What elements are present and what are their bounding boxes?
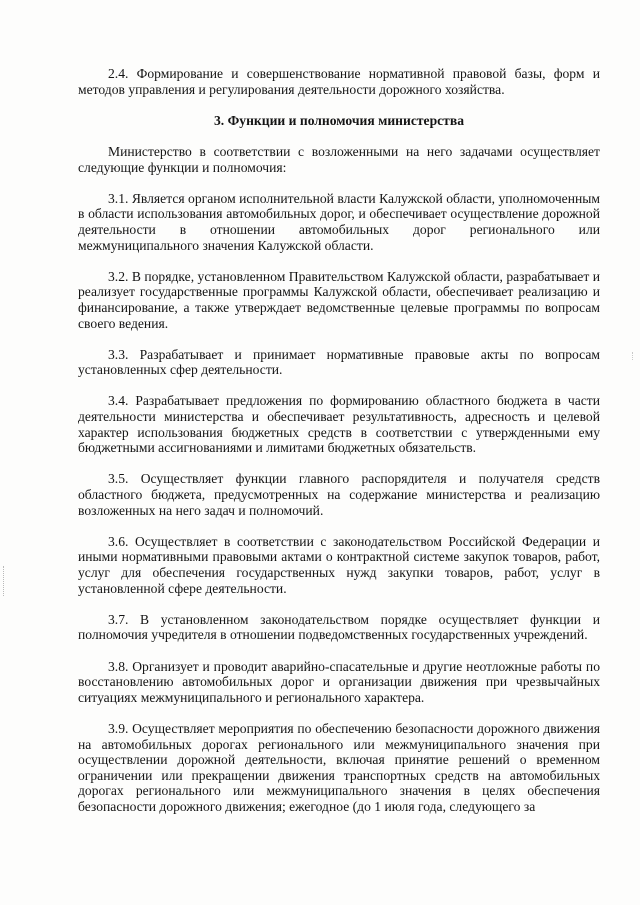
section-3-heading: 3. Функции и полномочия министерства xyxy=(214,112,464,128)
clause-3-3: 3.3. Разрабатывает и принимает нормативные правовые акты по вопросам установленных сфер деятельности. xyxy=(78,346,600,378)
clause-3-8: 3.8. Организует и проводит аварийно-спасательные и другие неотложные работы по восстановлению автомобильных дорог и организации движения при чрезвычайных ситуациях межмуниципального и регионального характера. xyxy=(78,658,600,705)
clause-3-7: 3.7. В установленном законодательством порядке осуществляет функции и полномочия учредителя в отношении подведомственных государственных учреждений. xyxy=(78,611,600,643)
clause-3-1: 3.1. Является органом исполнительной власти Калужской области, уполномоченным в области использования автомобильных дорог, и обеспечивает осуществление дорожной деятельности в отношении автомобильных дорог регионального или межмуниципального значения Калужской области. xyxy=(78,190,600,253)
clause-3-6: 3.6. Осуществляет в соответствии с законодательством Российской Федерации и иными нормативными правовыми актами о контрактной системе закупок товаров, работ, услуг для обеспечения государственных нужд закупки товаров, работ, услуг в установленной сфере деятельности. xyxy=(78,533,600,596)
clause-3-2: 3.2. В порядке, установленном Правительством Калужской области, разрабатывает и реализует государственные программы Калужской области, обеспечивает реализацию и финансирование, а также утверждает ведомственные целевые программы по вопросам своего ведения. xyxy=(78,268,600,331)
clause-3-9: 3.9. Осуществляет мероприятия по обеспечению безопасности дорожного движения на автомобильных дорогах регионального или межмуниципального значения при осуществлении дорожной деятельности, включая принятие решений о временном ограничении или прекращении движения транспортных средств на автомобильных дорогах регионального или межмуниципального значения в целях обеспечения безопасности дорожного движения; ежегодное (до 1 июля года, следующего за xyxy=(78,720,600,814)
scan-margin-mark xyxy=(632,352,634,360)
clause-3-4: 3.4. Разрабатывает предложения по формированию областного бюджета в части деятельности министерства и обеспечивает результативность, адресность и целевой характер использования бюджетных средств в соответствии с утвержденными ему бюджетными ассигнованиями и лимитами бюджетных обязательств. xyxy=(78,393,600,456)
clause-2-4: 2.4. Формирование и совершенствование нормативной правовой базы, форм и методов управления и регулирования деятельности дорожного хозяйства. xyxy=(78,66,600,97)
document-body xyxy=(78,66,600,830)
clause-3-5: 3.5. Осуществляет функции главного распорядителя и получателя средств областного бюджета, предусмотренных на содержание министерства и реализацию возложенных на него задач и полномочий. xyxy=(78,471,600,518)
scan-margin-mark xyxy=(3,566,5,596)
section-3-intro: Министерство в соответствии с возложенными на него задачами осуществляет следующие функции и полномочия: xyxy=(78,143,600,175)
